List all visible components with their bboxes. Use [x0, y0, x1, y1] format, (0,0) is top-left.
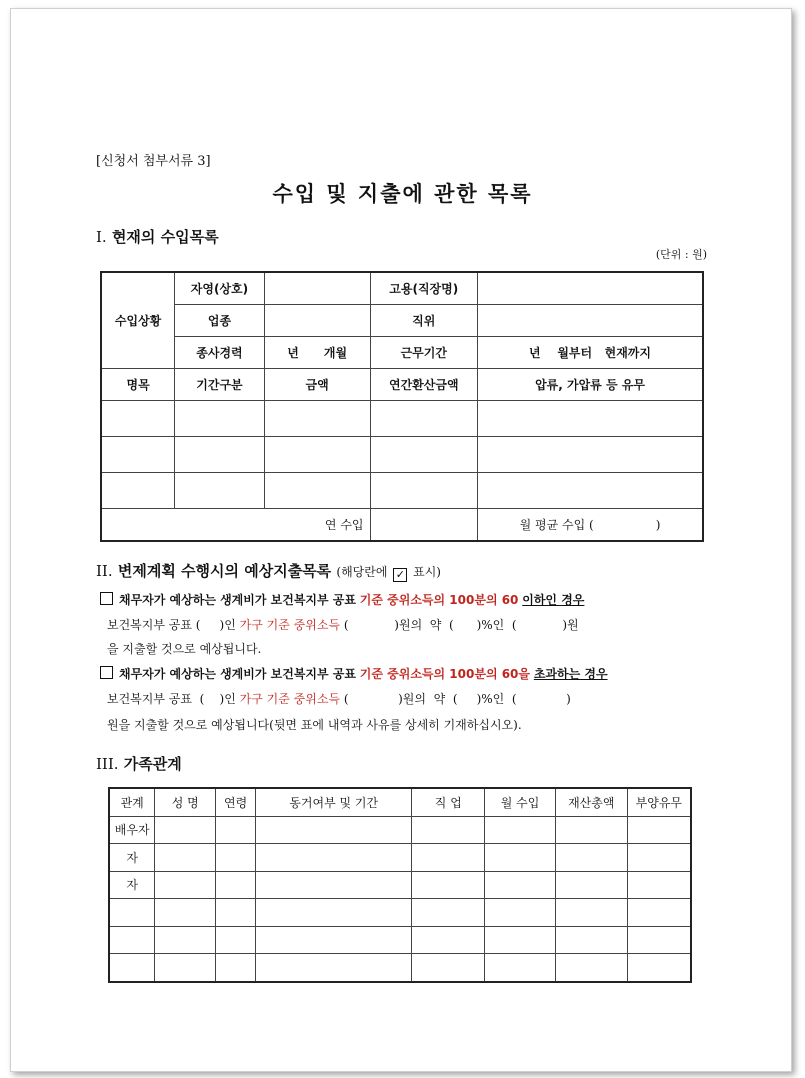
hint-post: 표시): [413, 565, 441, 579]
col-annual: 연간환산금액: [370, 369, 478, 401]
self-employed-label: 자영(상호): [175, 272, 265, 305]
income-cell[interactable]: [478, 401, 703, 437]
section3-heading: [96, 753, 182, 774]
family-cell[interactable]: [256, 871, 412, 899]
income-cell[interactable]: [101, 437, 175, 473]
option1-bold: 채무자가 예상하는 생계비가 보건복지부 공표: [119, 593, 356, 607]
family-row: [109, 926, 691, 954]
income-cell[interactable]: [175, 437, 265, 473]
income-cell[interactable]: [264, 437, 370, 473]
option1-line3: 을 지출할 것으로 예상됩니다.: [107, 642, 262, 656]
income-cell[interactable]: [370, 437, 478, 473]
section1-heading: [96, 226, 219, 247]
family-cell[interactable]: [412, 844, 485, 872]
family-header-job: 직 업: [412, 788, 485, 816]
income-cell[interactable]: [478, 437, 703, 473]
income-cell[interactable]: [264, 401, 370, 437]
family-cell[interactable]: [155, 844, 216, 872]
family-cell[interactable]: [216, 926, 256, 954]
employed-label: 고용(직장명): [370, 272, 478, 305]
family-cell[interactable]: [485, 871, 556, 899]
option1-line1[interactable]: [100, 591, 584, 608]
family-header-name: 성 명: [155, 788, 216, 816]
checkbox-checked-icon: ✓: [393, 568, 407, 582]
option1-red: 기준 중위소득의 100분의 60: [359, 593, 519, 607]
family-cell[interactable]: [555, 926, 627, 954]
opt2-line2-red: 가구 기준 중위소득: [239, 692, 341, 706]
family-relation-cell: [109, 899, 155, 927]
career-value[interactable]: 년 개월: [264, 337, 370, 369]
option2-underline: 초과하는 경우: [533, 667, 608, 681]
income-cell[interactable]: [370, 401, 478, 437]
family-cell[interactable]: [412, 954, 485, 982]
opt1-line2-a: 보건복지부 공표 ( )인: [107, 618, 236, 632]
family-cell[interactable]: [216, 954, 256, 982]
family-cell[interactable]: [216, 816, 256, 844]
family-cell[interactable]: [256, 926, 412, 954]
col-amount: 금액: [264, 369, 370, 401]
section3-title: 가족관계: [123, 755, 182, 773]
family-row: [109, 954, 691, 982]
family-relation-cell: 자: [109, 844, 155, 872]
work-period-label: 근무기간: [370, 337, 478, 369]
option2-checkbox[interactable]: [100, 666, 113, 679]
family-cell[interactable]: [485, 844, 556, 872]
section2-heading: [96, 560, 441, 582]
income-table: [100, 271, 704, 542]
family-row: [109, 899, 691, 927]
family-cell[interactable]: [256, 816, 412, 844]
family-cell[interactable]: [627, 871, 691, 899]
family-cell[interactable]: [412, 871, 485, 899]
family-cell[interactable]: [155, 899, 216, 927]
family-cell[interactable]: [485, 816, 556, 844]
employed-value[interactable]: [478, 272, 703, 305]
career-label: 종사경력: [175, 337, 265, 369]
family-cell[interactable]: [256, 954, 412, 982]
option2-line2: [107, 690, 571, 707]
option1-line2: [107, 616, 579, 633]
family-cell[interactable]: [555, 816, 627, 844]
family-cell[interactable]: [555, 844, 627, 872]
section1-title: 현재의 수입목록: [111, 228, 219, 246]
family-cell[interactable]: [485, 926, 556, 954]
family-cell[interactable]: [627, 954, 691, 982]
family-row: [109, 871, 691, 899]
page-title: 수입 및 지출에 관한 목록: [272, 182, 533, 206]
family-header-relation: 관계: [109, 788, 155, 816]
unit-label: (단위 : 원): [655, 248, 707, 261]
family-cell[interactable]: [155, 954, 216, 982]
col-period: 기간구분: [175, 369, 265, 401]
family-cell[interactable]: [155, 926, 216, 954]
family-cell[interactable]: [412, 816, 485, 844]
annual-income-value[interactable]: [370, 509, 478, 542]
industry-value[interactable]: [264, 305, 370, 337]
family-cell[interactable]: [627, 816, 691, 844]
section2-number: II.: [96, 562, 113, 580]
option2-bold: 채무자가 예상하는 생계비가 보건복지부 공표: [119, 667, 356, 681]
col-seizure: 압류, 가압류 등 유무: [478, 369, 703, 401]
family-table: [108, 787, 692, 983]
family-header-dependent: 부양유무: [627, 788, 691, 816]
section3-number: III.: [96, 755, 119, 773]
family-cell[interactable]: [627, 899, 691, 927]
hint-pre: (해당란에: [336, 565, 388, 579]
attachment-label: [신청서 첨부서류 3]: [96, 154, 211, 169]
option2-line3: 원을 지출할 것으로 예상됩니다(뒷면 표에 내역과 사유를 상세히 기재하십시오).: [107, 718, 522, 732]
section1-number: I.: [96, 228, 107, 246]
option2-line1[interactable]: [100, 665, 608, 682]
family-cell[interactable]: [216, 899, 256, 927]
work-period-value[interactable]: 년 월부터 현재까지: [478, 337, 703, 369]
income-cell[interactable]: [175, 401, 265, 437]
family-row: [109, 844, 691, 872]
income-cell[interactable]: [101, 473, 175, 509]
family-cell[interactable]: [485, 954, 556, 982]
family-cell[interactable]: [256, 844, 412, 872]
monthly-avg-label: 월 평균 수입 (: [519, 518, 594, 532]
family-cell[interactable]: [412, 899, 485, 927]
opt1-line2-b: ( )원의 약 ( )%인 ( )원: [343, 618, 579, 632]
monthly-avg-cell[interactable]: [478, 509, 703, 542]
annual-income-label: 연 수입: [101, 509, 370, 542]
option1-checkbox[interactable]: [100, 592, 113, 605]
opt2-line2-b: ( )원의 약 ( )%인 ( ): [343, 692, 571, 706]
family-cell[interactable]: [555, 954, 627, 982]
opt2-line2-a: 보건복지부 공표 ( )인: [107, 692, 236, 706]
family-cell[interactable]: [256, 899, 412, 927]
income-cell[interactable]: [175, 473, 265, 509]
family-cell[interactable]: [555, 871, 627, 899]
family-cell[interactable]: [627, 926, 691, 954]
family-relation-cell: [109, 926, 155, 954]
family-row: [109, 816, 691, 844]
family-cell[interactable]: [627, 844, 691, 872]
family-header-cohabitation: 동거여부 및 기간: [256, 788, 412, 816]
family-relation-cell: 배우자: [109, 816, 155, 844]
family-header-income: 월 수입: [485, 788, 556, 816]
family-cell[interactable]: [216, 871, 256, 899]
self-employed-value[interactable]: [264, 272, 370, 305]
option1-underline: 이하인 경우: [522, 593, 585, 607]
family-relation-cell: 자: [109, 871, 155, 899]
family-cell[interactable]: [555, 899, 627, 927]
income-cell[interactable]: [370, 473, 478, 509]
family-header-age: 연령: [216, 788, 256, 816]
income-cell[interactable]: [478, 473, 703, 509]
industry-label: 업종: [175, 305, 265, 337]
position-label: 직위: [370, 305, 478, 337]
income-cell[interactable]: [264, 473, 370, 509]
family-cell[interactable]: [155, 816, 216, 844]
family-cell[interactable]: [155, 871, 216, 899]
col-item: 명목: [101, 369, 175, 401]
opt1-line2-red: 가구 기준 중위소득: [239, 618, 341, 632]
family-cell[interactable]: [412, 926, 485, 954]
family-cell[interactable]: [216, 844, 256, 872]
family-cell[interactable]: [485, 899, 556, 927]
family-relation-cell: [109, 954, 155, 982]
option2-red: 기준 중위소득의 100분의 60을: [359, 667, 530, 681]
position-value[interactable]: [478, 305, 703, 337]
income-status-header: 수입상황: [101, 272, 175, 369]
income-cell[interactable]: [101, 401, 175, 437]
section2-title: 변제계획 수행시의 예상지출목록: [117, 562, 332, 580]
family-header-assets: 재산총액: [555, 788, 627, 816]
monthly-avg-close: ): [655, 518, 661, 532]
section2-hint: [336, 565, 441, 579]
